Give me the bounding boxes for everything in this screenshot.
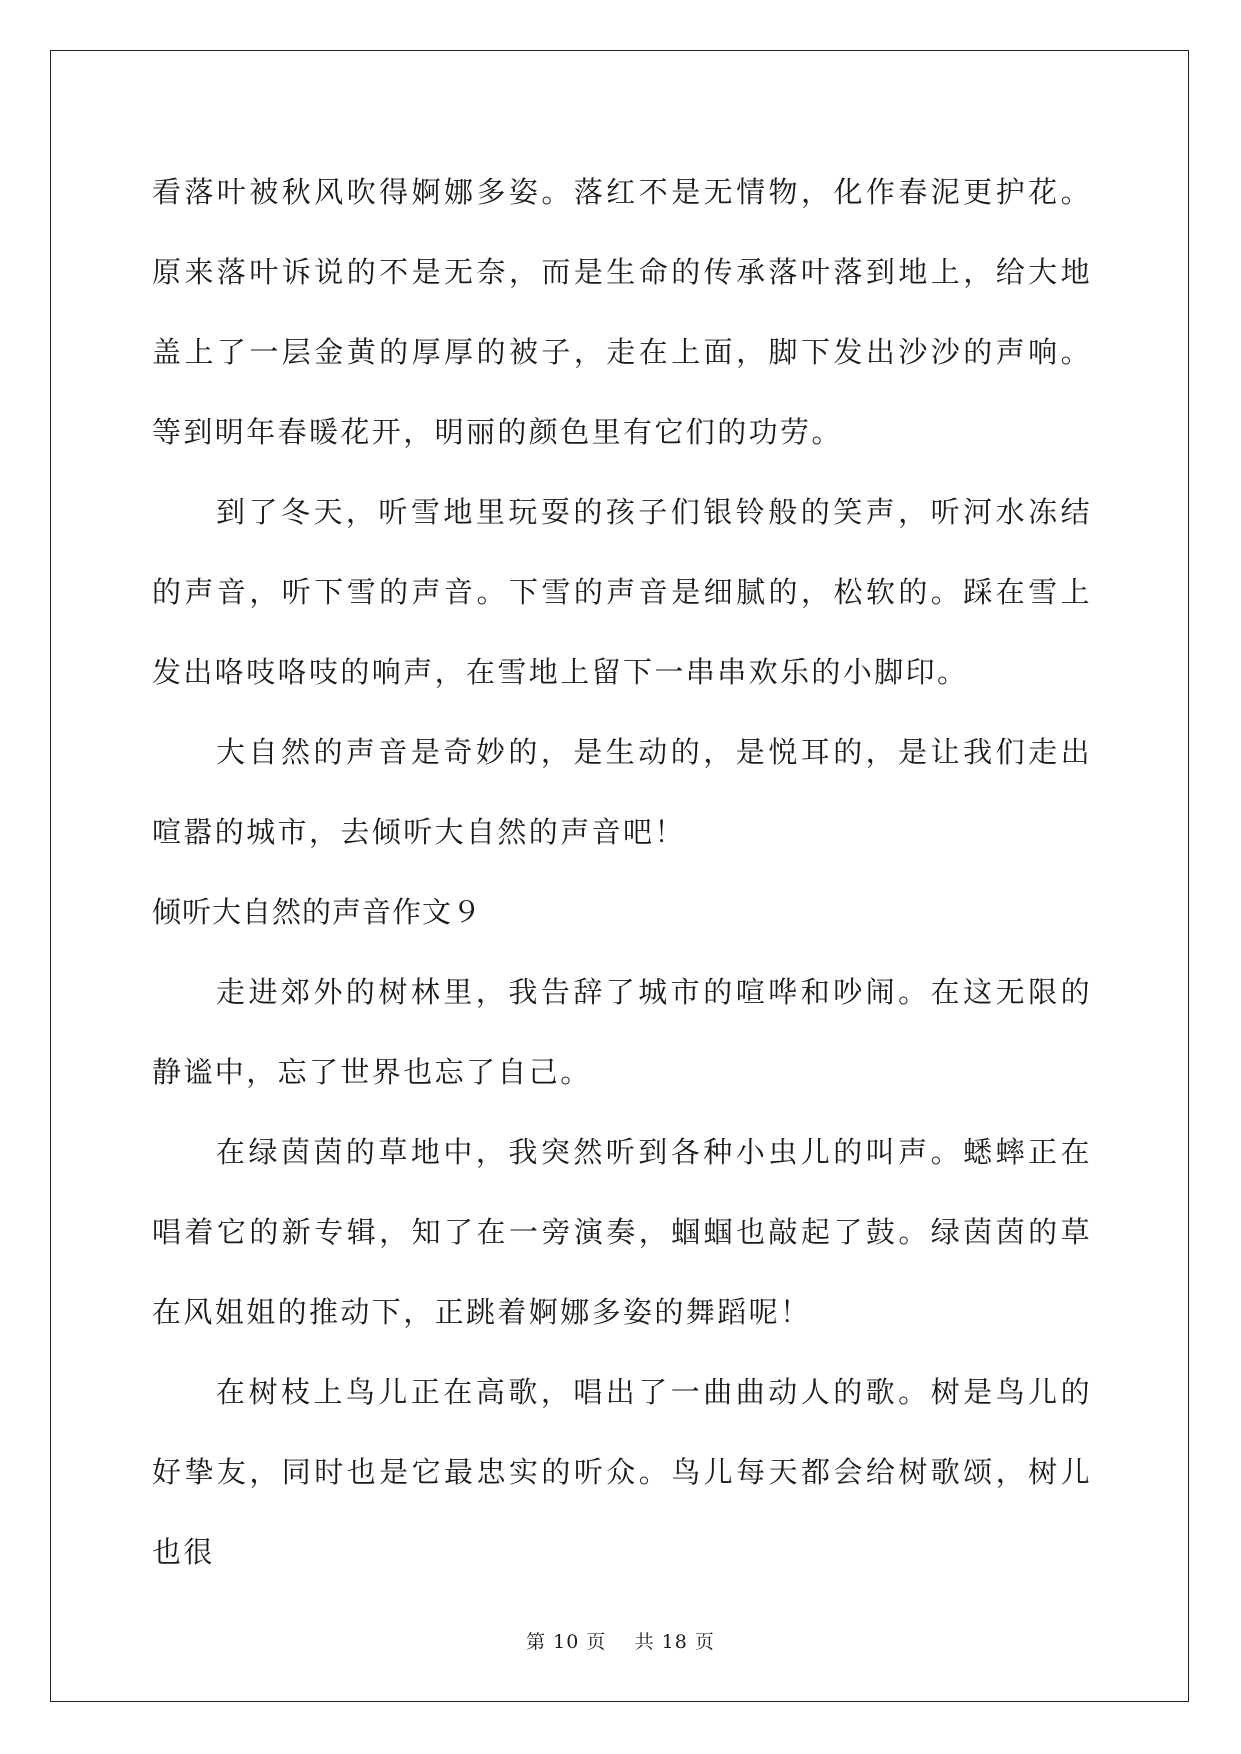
page-number: 第 10 页: [526, 1631, 607, 1653]
section-title: 倾听大自然的声音作文９: [152, 895, 483, 929]
document-body: [152, 152, 1092, 1592]
paragraph: 看落叶被秋风吹得婀娜多姿。落红不是无情物，化作春泥更护花。原来落叶诉说的不是无奈，而是生命的传承落叶落到地上，给大地盖上了一层金黄的厚厚的被子，走在上面，脚下发出沙沙的声响。等到明年春暖花开，明丽的颜色里有它们的功劳。: [152, 175, 1092, 449]
paragraph: 在树枝上鸟儿正在高歌，唱出了一曲曲动人的歌。树是鸟儿的好挚友，同时也是它最忠实的听众。鸟儿每天都会给树歌颂，树儿也很: [152, 1375, 1092, 1569]
paragraph: 走进郊外的树林里，我告辞了城市的喧哗和吵闹。在这无限的静谧中，忘了世界也忘了自己。: [152, 975, 1092, 1089]
page-total: 共 18 页: [634, 1631, 715, 1653]
paragraph: 到了冬天，听雪地里玩耍的孩子们银铃般的笑声，听河水冻结的声音，听下雪的声音。下雪的声音是细腻的，松软的。踩在雪上发出咯吱咯吱的响声，在雪地上留下一串串欢乐的小脚印。: [152, 495, 1092, 689]
paragraph: 在绿茵茵的草地中，我突然听到各种小虫儿的叫声。蟋蟀正在唱着它的新专辑，知了在一旁演奏，蝈蝈也敲起了鼓。绿茵茵的草在风姐姐的推动下，正跳着婀娜多姿的舞蹈呢！: [152, 1135, 1092, 1329]
paragraph: 大自然的声音是奇妙的，是生动的，是悦耳的，是让我们走出喧嚣的城市，去倾听大自然的声音吧！: [152, 735, 1092, 849]
page-footer: [0, 1627, 1241, 1654]
